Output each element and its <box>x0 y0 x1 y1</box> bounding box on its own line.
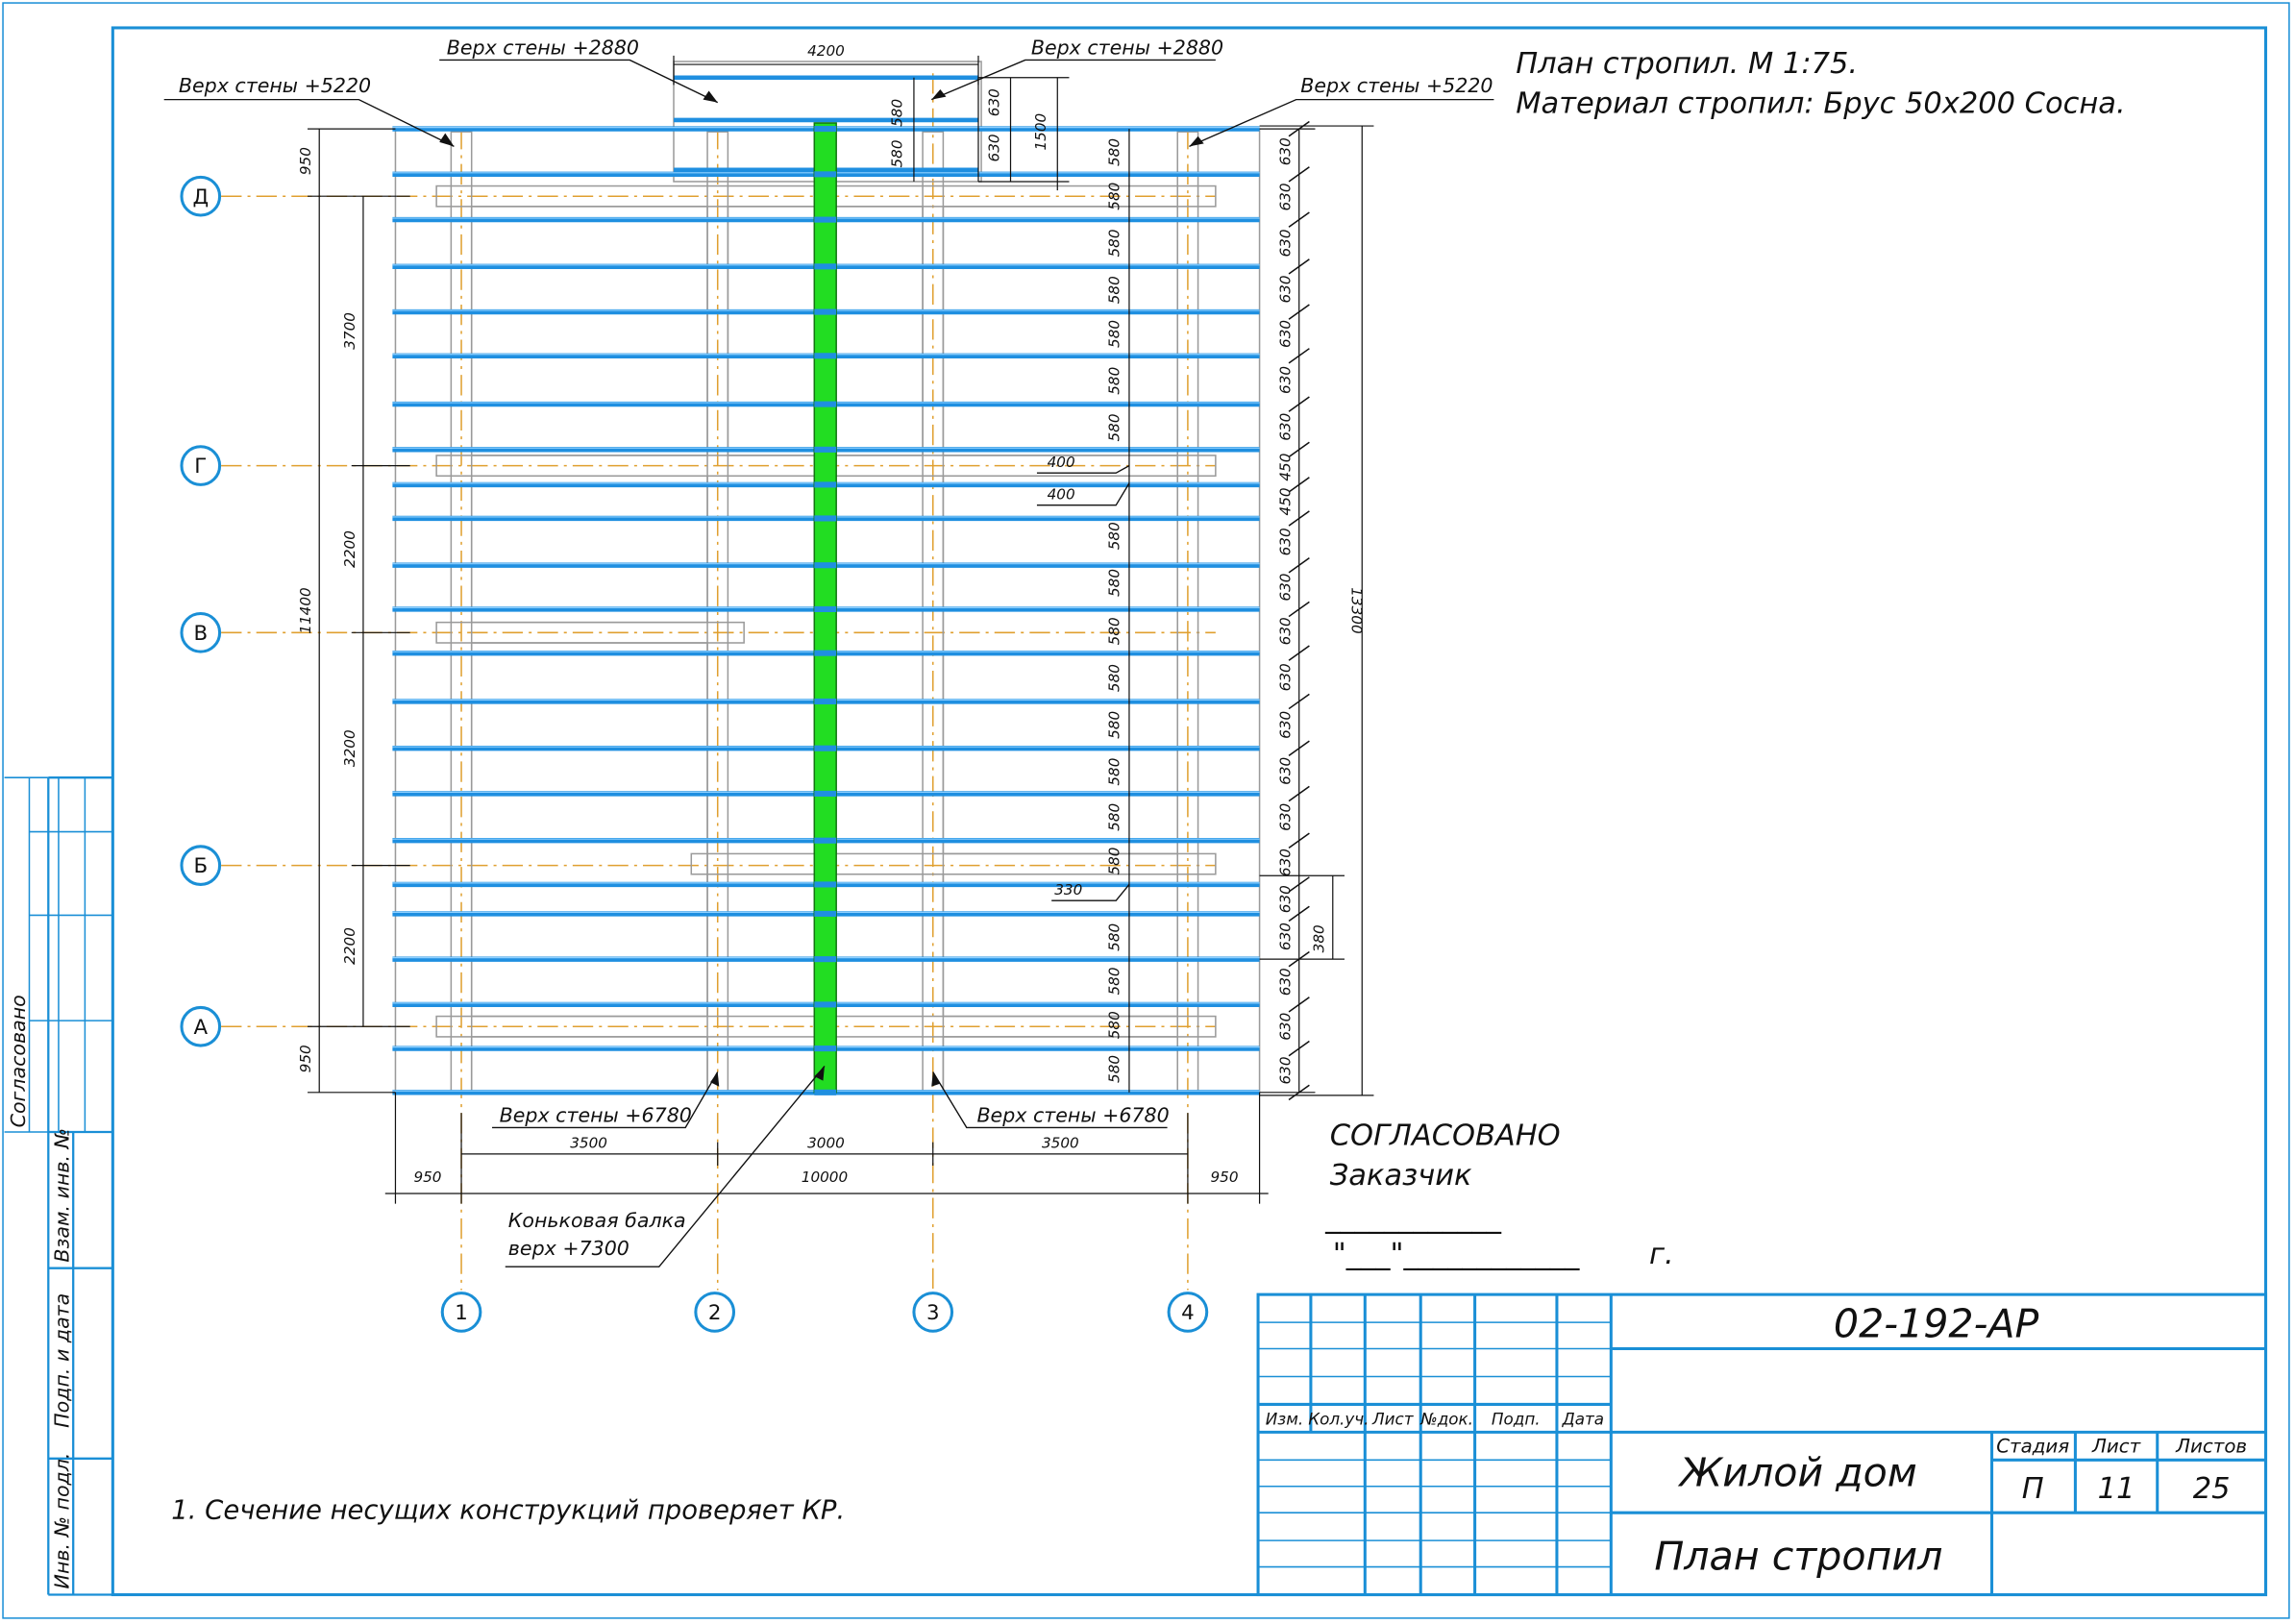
axis-label-col-2: 3 <box>925 1301 940 1326</box>
dim-right-spacing: 630 <box>1276 710 1295 739</box>
tb-stage-label: Стадия <box>1996 1435 2070 1458</box>
tb-col-sign: Подп. <box>1491 1409 1541 1429</box>
dim-inner-spacing: 580 <box>1105 967 1123 996</box>
dim-inner-spacing: 580 <box>1105 1054 1123 1083</box>
dim-inner-spacing: 580 <box>1105 413 1123 442</box>
dim-top-small-5: 1500 <box>1032 112 1050 151</box>
inner-frame <box>112 28 2265 1595</box>
axis-bubbles <box>182 177 1207 1331</box>
callout-ridge-level: верх +7300 <box>507 1236 629 1260</box>
dim-top-small-4: 630 <box>985 134 1003 162</box>
dim-right-spacing: 630 <box>1276 319 1295 348</box>
tb-col-doc: №док. <box>1420 1409 1473 1429</box>
dim-inner-spacing: 580 <box>1105 229 1123 258</box>
ridge-joint <box>814 217 836 223</box>
approval-customer: Заказчик <box>1329 1158 1472 1193</box>
axis-label-row-0: Д <box>192 185 210 209</box>
dim-left-seg-1: 950 <box>297 147 315 176</box>
dim-leader-400-b: 400 <box>1047 485 1075 504</box>
side-stamp-agreed: Согласовано <box>6 995 30 1128</box>
ridge-joint <box>814 126 836 132</box>
dim-inner-spacing: 580 <box>1105 664 1123 693</box>
dim-inner-spacing: 580 <box>1105 568 1123 598</box>
dim-bottom-segment-2: 3000 <box>807 1134 845 1152</box>
tb-code: 02-192-АР <box>1833 1300 2039 1347</box>
drawing-title: План стропил. М 1:75. <box>1516 47 1859 82</box>
dim-left-seg-3: 2200 <box>340 530 358 568</box>
ridge-joint <box>814 881 836 887</box>
dimension-lines <box>308 56 1373 1204</box>
dim-right-spacing: 630 <box>1276 923 1295 951</box>
axis-label-row-4: А <box>193 1015 209 1040</box>
dim-right-spacing: 630 <box>1276 617 1295 646</box>
ridge-joint <box>814 562 836 568</box>
dim-bottom-left-overhang: 950 <box>413 1168 442 1186</box>
dim-right-spacing: 630 <box>1276 885 1295 914</box>
dim-inner-spacing: 580 <box>1105 276 1123 305</box>
dim-leader-400-a: 400 <box>1047 454 1075 472</box>
callout-wall-5220-left: Верх стены +5220 <box>178 74 372 98</box>
tb-sheets: 25 <box>2192 1471 2231 1506</box>
dim-bottom-segment-3: 3500 <box>1041 1134 1079 1152</box>
callout-ridge-name: Коньковая балка <box>507 1209 686 1233</box>
dim-right-spacing: 630 <box>1276 365 1295 394</box>
dim-right-spacing: 630 <box>1276 275 1295 304</box>
ridge-joint <box>814 1046 836 1051</box>
approval-date-line: "___"____________ <box>1332 1238 1580 1272</box>
dim-right-spacing: 630 <box>1276 1056 1295 1085</box>
callout-wall-2880-right: Верх стены +2880 <box>1030 36 1224 60</box>
dim-bottom-total: 10000 <box>801 1168 849 1186</box>
dim-inner-spacing: 580 <box>1105 923 1123 951</box>
axis-label-col-0: 1 <box>455 1301 468 1326</box>
tb-sheet-label: Лист <box>2091 1435 2141 1458</box>
dim-right-spacing: 630 <box>1276 1012 1295 1041</box>
dim-left-seg-4: 3200 <box>340 729 358 768</box>
dim-inner-spacing: 580 <box>1105 847 1123 875</box>
approval-year-suffix: г. <box>1648 1238 1674 1272</box>
dim-right-spacing: 630 <box>1276 968 1295 997</box>
axis-label-row-3: Б <box>193 854 209 879</box>
ridge-joint <box>814 911 836 917</box>
ridge-joint <box>814 447 836 453</box>
dim-inner-spacing: 580 <box>1105 319 1123 348</box>
callout-wall-6780-right: Верх стены +6780 <box>976 1103 1170 1127</box>
dim-right-total: 13300 <box>1347 587 1366 634</box>
dim-left-seg-5: 2200 <box>340 927 358 965</box>
ridge-joint <box>814 1090 836 1095</box>
right-spacing-labels <box>1277 121 1310 1099</box>
side-stamp-swap-inv: Взам. инв. № <box>50 1127 74 1263</box>
dim-inner-spacing: 580 <box>1105 182 1123 210</box>
approval-title: СОГЛАСОВАНО <box>1329 1119 1561 1153</box>
dim-left-seg-6: 950 <box>297 1045 315 1073</box>
ridge-joint <box>814 263 836 269</box>
ridge-joint <box>814 651 836 656</box>
ridge-joint <box>814 171 836 177</box>
tb-sheet: 11 <box>2097 1471 2135 1506</box>
dim-inner-spacing: 580 <box>1105 802 1123 831</box>
ridge-joint <box>814 353 836 358</box>
ridge-joint <box>814 838 836 844</box>
dim-right-spacing: 630 <box>1276 756 1295 785</box>
dim-inner-spacing: 580 <box>1105 1011 1123 1040</box>
dim-inner-spacing: 580 <box>1105 710 1123 739</box>
dim-left-total: 11400 <box>297 587 315 634</box>
dim-right-spacing: 630 <box>1276 849 1295 877</box>
dim-left-seg-2: 3700 <box>340 312 358 350</box>
dim-right-380: 380 <box>1310 924 1328 953</box>
dim-right-spacing: 630 <box>1276 229 1295 258</box>
tb-sheet-name: План стропил <box>1654 1533 1943 1580</box>
axis-label-col-1: 2 <box>707 1301 722 1326</box>
ridge-joint <box>814 746 836 751</box>
ridge-joint <box>814 309 836 315</box>
tb-stage: П <box>2021 1471 2044 1506</box>
callout-wall-2880-left: Верх стены +2880 <box>446 36 640 60</box>
ridge-joint <box>814 515 836 521</box>
dim-right-spacing: 630 <box>1276 183 1295 211</box>
ridge-joint <box>814 956 836 962</box>
dim-bottom-segment-1: 3500 <box>570 1134 607 1152</box>
dim-right-spacing: 630 <box>1276 573 1295 602</box>
dim-right-spacing: 630 <box>1276 412 1295 441</box>
ridge-joint <box>814 481 836 487</box>
callout-wall-6780-left: Верх стены +6780 <box>499 1103 692 1127</box>
dim-right-spacing: 630 <box>1276 663 1295 692</box>
tb-col-date: Дата <box>1562 1409 1605 1429</box>
dim-right-spacing: 450 <box>1276 453 1295 481</box>
tb-object: Жилой дом <box>1679 1449 1917 1496</box>
dim-top-small-3: 630 <box>985 88 1003 117</box>
dim-right-spacing: 630 <box>1276 528 1295 556</box>
tb-col-kol: Кол.уч. <box>1308 1409 1370 1429</box>
tb-col-list: Лист <box>1372 1409 1414 1429</box>
dim-bottom-right-overhang: 950 <box>1210 1168 1239 1186</box>
dim-leader-330: 330 <box>1054 881 1083 899</box>
dim-inner-spacing: 580 <box>1105 757 1123 786</box>
dim-top-small-2: 580 <box>888 139 906 168</box>
dim-inner-spacing: 580 <box>1105 522 1123 551</box>
approval-signature-line: ____________ <box>1325 1201 1501 1236</box>
side-stamp-sign-date: Подп. и дата <box>50 1292 74 1428</box>
ridge-joint <box>814 791 836 797</box>
tb-col-izm: Изм. <box>1265 1409 1304 1429</box>
dim-top-width: 4200 <box>807 41 845 60</box>
callout-wall-5220-right: Верх стены +5220 <box>1300 74 1493 98</box>
ridge-joint <box>814 699 836 704</box>
dim-inner-spacing: 580 <box>1105 617 1123 646</box>
tb-sheets-label: Листов <box>2176 1435 2248 1458</box>
dim-right-spacing: 630 <box>1276 802 1295 831</box>
axis-label-col-3: 4 <box>1181 1301 1195 1326</box>
side-stamp-inv-orig: Инв. № подл. <box>50 1452 74 1589</box>
dim-right-spacing: 450 <box>1276 487 1295 516</box>
ridge-joint <box>814 606 836 612</box>
dim-right-spacing: 630 <box>1276 137 1295 166</box>
dim-top-small-1: 580 <box>888 98 906 127</box>
outer-frame <box>3 3 2289 1618</box>
ridge-joint <box>814 1001 836 1007</box>
axis-label-row-1: Г <box>194 455 208 480</box>
general-note: 1. Сечение несущих конструкций проверяет КР. <box>171 1495 846 1526</box>
drawing-material: Материал стропил: Брус 50х200 Сосна. <box>1516 86 2126 121</box>
dim-inner-spacing: 580 <box>1105 137 1123 167</box>
ridge-joint <box>814 402 836 407</box>
dim-inner-spacing: 580 <box>1105 366 1123 395</box>
axis-label-row-2: В <box>193 621 209 646</box>
